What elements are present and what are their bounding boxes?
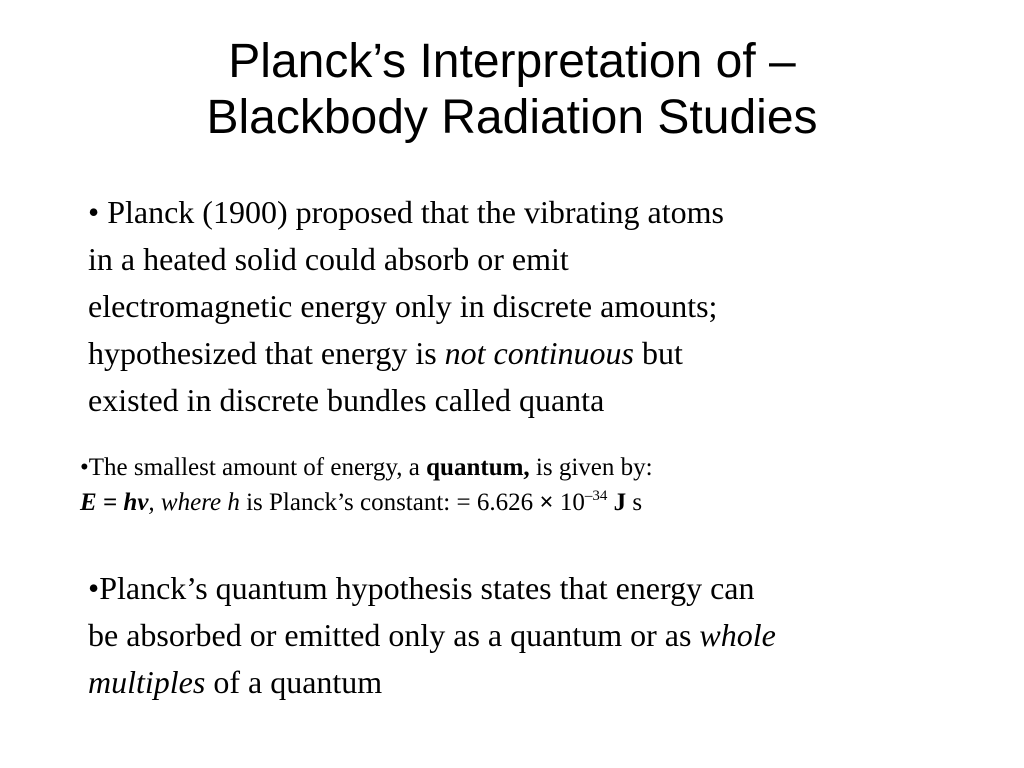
bullet-1-line-4	[88, 330, 918, 377]
bullet-2-line-2	[80, 485, 960, 520]
bullet-3-line-1: •Planck’s quantum hypothesis states that energy can	[88, 570, 755, 606]
unit-second: s	[626, 489, 643, 516]
bullet-1-line-4-text: hypothesized that energy is	[88, 335, 445, 371]
bullet-3-line-2-text: be absorbed or emitted only as a quantum or as	[88, 617, 700, 653]
quantum-term: quantum,	[426, 454, 530, 481]
whole-emphasis: whole	[699, 617, 776, 653]
slide-title	[0, 34, 1024, 146]
slide-title-line-2: Blackbody Radiation Studies	[206, 91, 818, 144]
not-continuous-emphasis: not continuous	[444, 335, 634, 371]
bullet-3-line-2	[88, 612, 958, 659]
bullet-1-line-2: in a heated solid could absorb or emit	[88, 241, 569, 277]
bullet-2-line-1-text: •The smallest amount of energy, a	[80, 454, 427, 481]
power-base: 10	[553, 489, 585, 516]
bullet-3-line-3	[88, 659, 958, 706]
power-exponent: –34	[584, 488, 608, 504]
bullet-1-line-3: electromagnetic energy only in discrete amounts;	[88, 288, 718, 324]
bullet-1-line-1: • Planck (1900) proposed that the vibrating atoms	[88, 194, 724, 230]
bullet-2-line-1	[80, 450, 960, 485]
multiples-emphasis: multiples	[88, 664, 206, 700]
bullet-3-line-3-text: of a quantum	[205, 664, 383, 700]
planck-constant-text: is Planck’s constant: = 6.626	[239, 489, 540, 516]
bullet-1-line-4-end: but	[633, 335, 683, 371]
times-sign: ×	[539, 489, 554, 516]
formula-comma: , where	[148, 489, 228, 516]
planck-constant-symbol: h	[227, 489, 240, 516]
unit-joule: J	[607, 489, 627, 516]
bullet-quantum-definition	[80, 450, 960, 520]
bullet-1-line-5: existed in discrete bundles called quanta	[88, 382, 605, 418]
bullet-2-line-1-end: is given by:	[529, 454, 653, 481]
energy-formula: E = hν	[80, 489, 149, 516]
bullet-quantum-hypothesis	[88, 565, 958, 706]
bullet-planck-proposal	[88, 189, 918, 424]
slide-title-line-1: Planck’s Interpretation of –	[228, 35, 796, 88]
